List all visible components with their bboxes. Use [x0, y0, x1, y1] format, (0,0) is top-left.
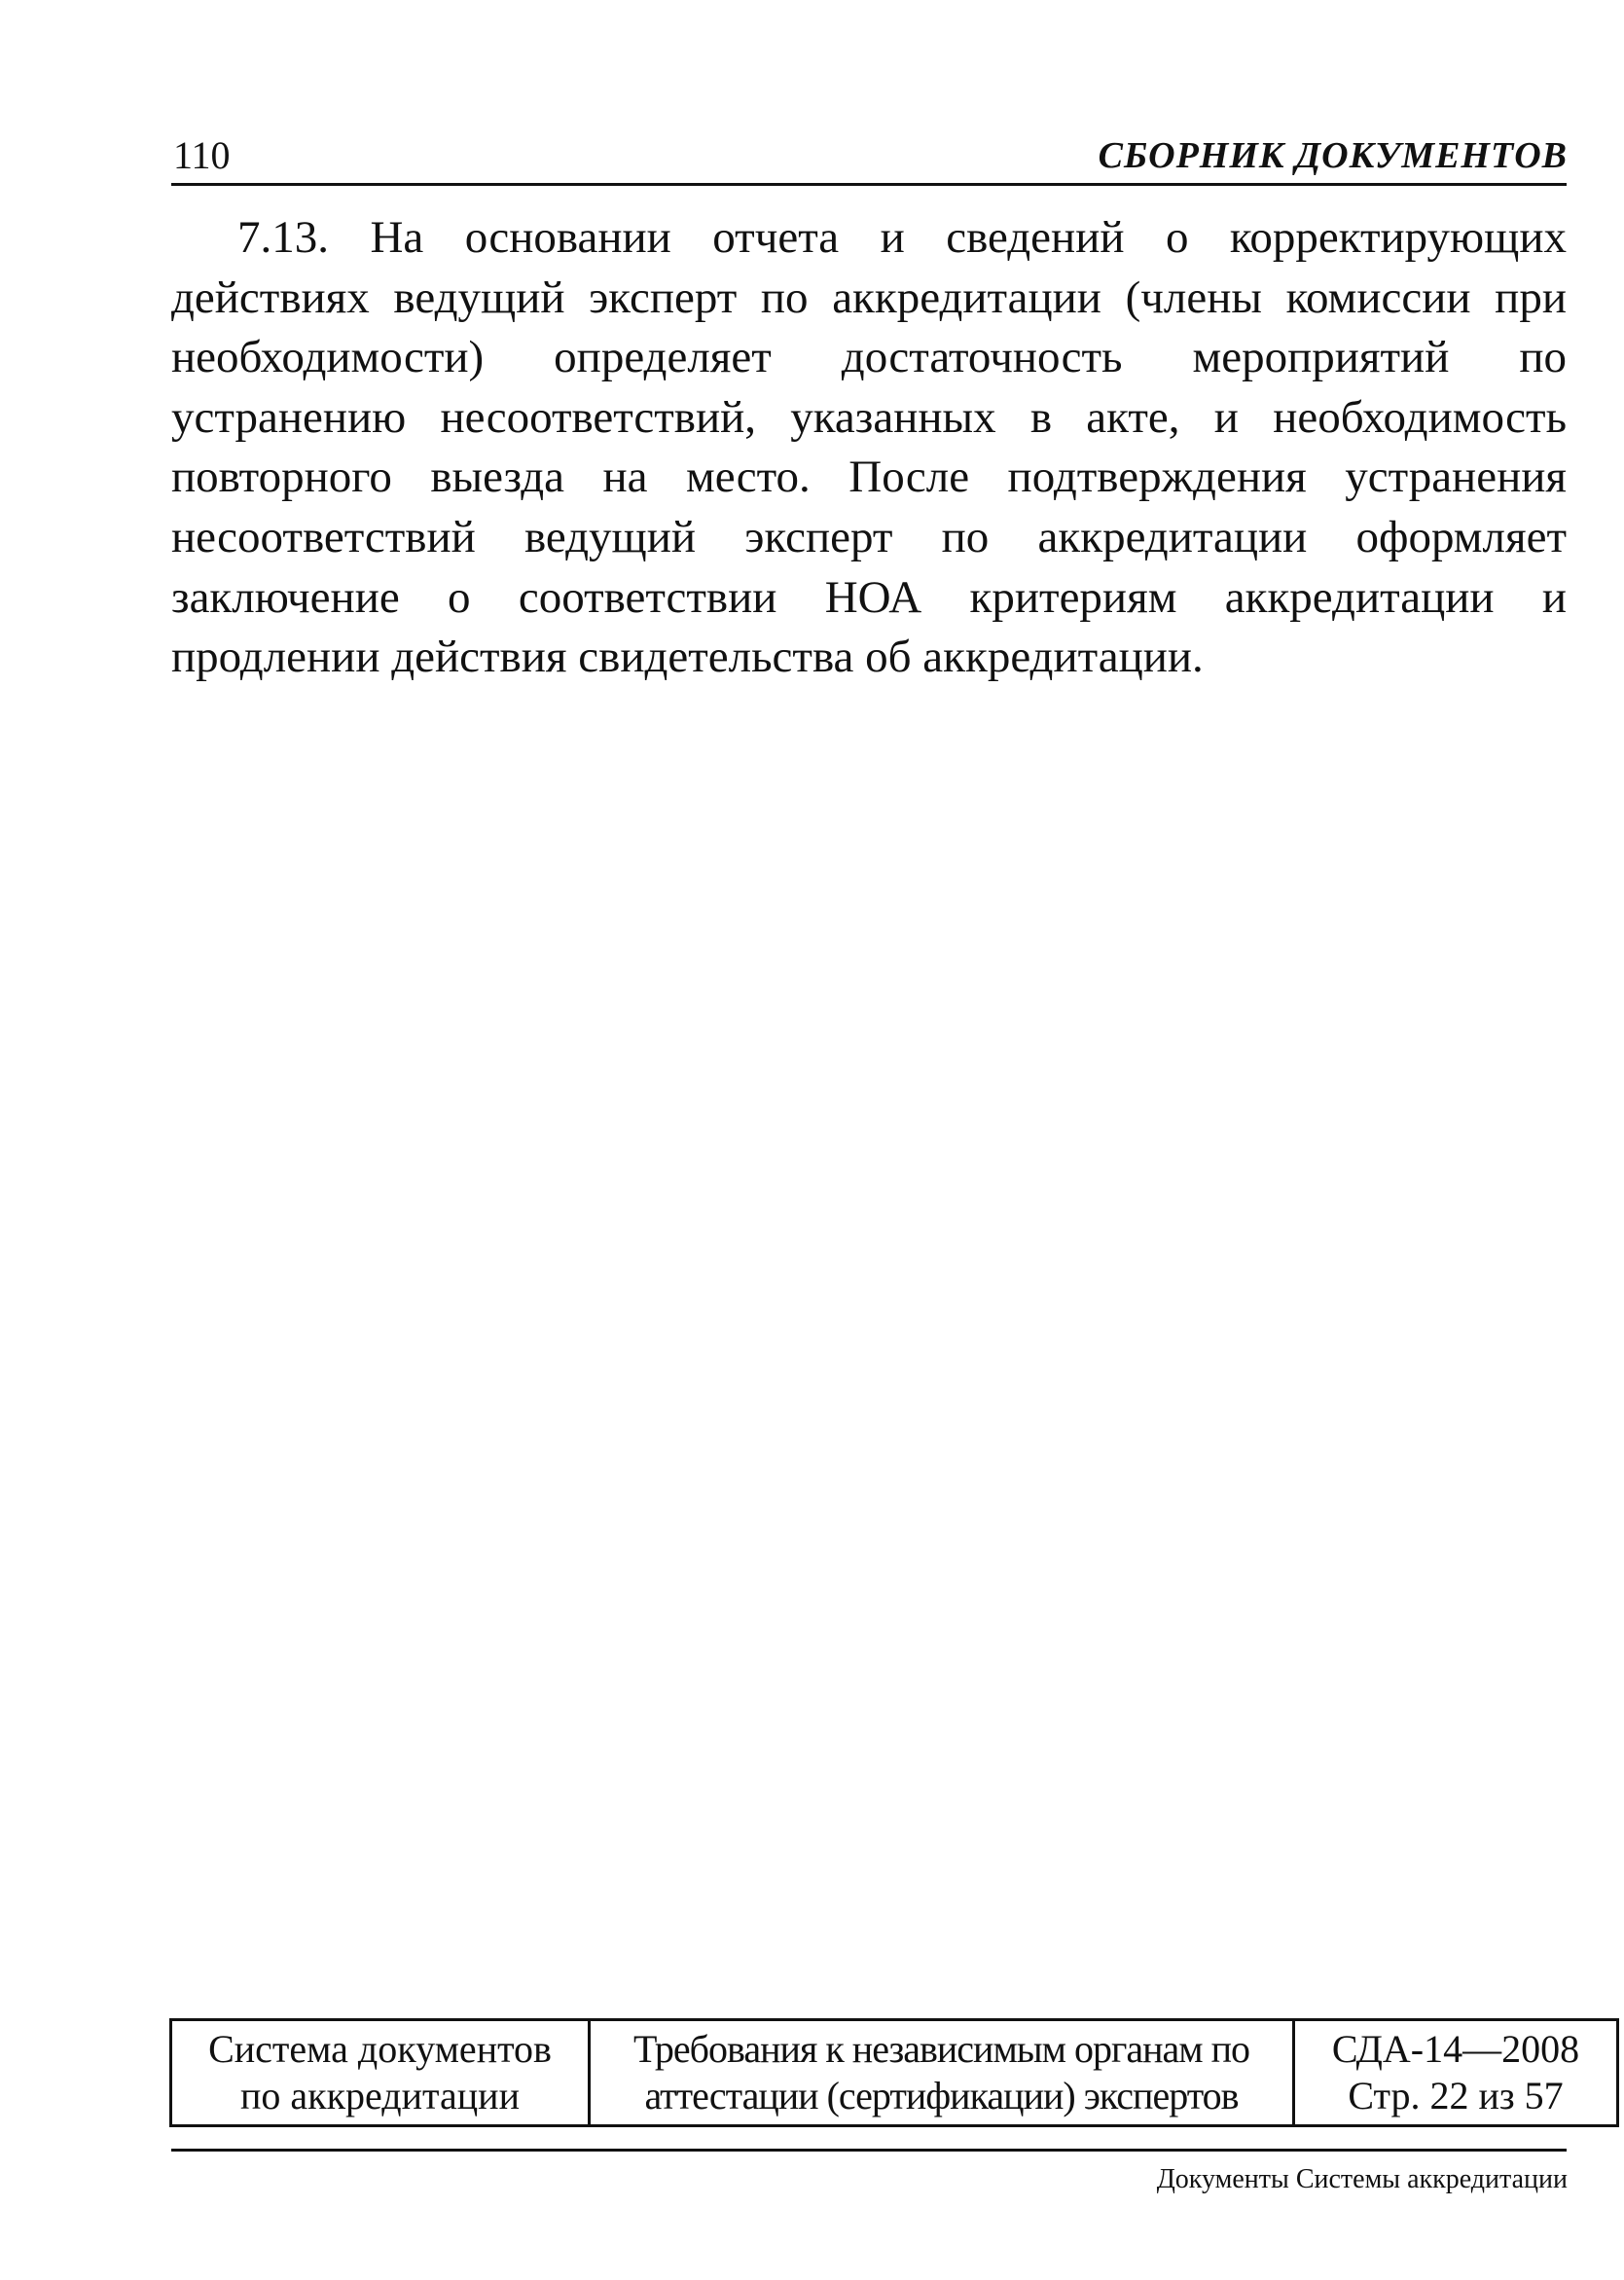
- footer-rule: [171, 2149, 1567, 2152]
- running-head: СБОРНИК ДОКУМЕНТОВ: [1098, 135, 1568, 176]
- footer-cell-system: [171, 2020, 590, 2126]
- page-number: 110: [173, 133, 231, 177]
- footer-cell-system-line1: Система документов: [208, 2027, 552, 2071]
- footer-cell-code: [1294, 2020, 1618, 2126]
- footer-table-row: [171, 2020, 1618, 2126]
- footer-cell-title: [590, 2020, 1294, 2126]
- footer-cell-system-line2: по аккредитации: [240, 2074, 520, 2117]
- document-footer-table: [169, 2018, 1619, 2127]
- footer-cell-title-line2: аттестации (сертификации) экспертов: [644, 2074, 1239, 2117]
- footer-cell-title-line1: Требования к независимым органам по: [633, 2027, 1249, 2071]
- header-rule: [171, 183, 1567, 186]
- footer-cell-code-line1: СДА-14—2008: [1331, 2027, 1580, 2071]
- footer-cell-page-line2: Стр. 22 из 57: [1348, 2074, 1564, 2117]
- footer-caption: Документы Системы аккредитации: [1156, 2164, 1568, 2194]
- body-paragraph: 7.13. На основании отчета и сведений о корректирующих действиях ведущий эксперт по аккредитации (члены комиссии при необходимости) определяет достаточность мероприятий по устранению несоответствий, указанных в акте, и необходимость повторного выезда на место. После подтверждения устранения несоответствий ведущий эксперт по аккредитации оформляет заключение о соответствии НОА критериям аккредитации и продлении действия свидетельства об аккредитации.: [171, 212, 1567, 683]
